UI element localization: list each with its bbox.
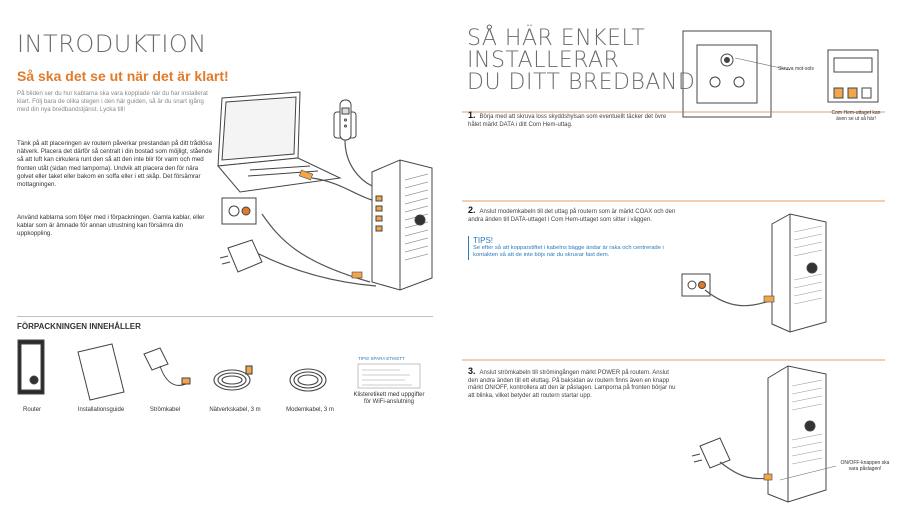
install-title-line2: INSTALLERAR bbox=[467, 48, 620, 73]
item-guide-label: Installationsguide bbox=[77, 407, 125, 413]
router-step3-icon bbox=[768, 366, 826, 502]
wall-outlet-icon bbox=[222, 198, 256, 224]
router-step2-icon bbox=[772, 214, 826, 332]
label-skruva: Skruva mot-sols bbox=[778, 66, 814, 72]
booklet-icon bbox=[78, 344, 124, 400]
install-title bbox=[467, 28, 695, 94]
power-adapter-step3-icon bbox=[692, 438, 730, 468]
label-uttaget: Com Hem-uttaget kan även se ut så här! bbox=[831, 110, 881, 122]
step-3-number: 3. bbox=[468, 366, 476, 376]
step-1-text: Börja med att skruva loss skyddshylsan som eventuellt täcker det övre hålet märkt DATA i ditt Com Hem-uttag. bbox=[468, 114, 667, 128]
sticker-caption: Klisteretikett med uppgifter för WiFi-anslutning bbox=[353, 392, 425, 405]
cables-text: Använd kablarna som följer med i förpackningen. Gamla kablar, eller kablar som är ämnade för annan utrustning kan försämra din uppkoppling. bbox=[17, 214, 205, 238]
install-title-line1: SÅ HÄR ENKELT bbox=[467, 26, 646, 51]
coax-cable-icon bbox=[290, 369, 326, 391]
label-onoff: ON/OFF-knappen ska vara påslagen! bbox=[840, 460, 890, 472]
tips-text: Se efter så att kopparstiftet i kabelns bägge ändar är raka och centrerade i kontakten så att de inte böjs när du skruvar fast dem. bbox=[473, 245, 664, 259]
step-2-number: 2. bbox=[468, 205, 476, 215]
step-2 bbox=[468, 207, 678, 224]
item-power-label: Strömkabel bbox=[149, 407, 181, 413]
alt-outlet-icon bbox=[828, 50, 878, 102]
install-title-line3: DU DITT BREDBAND bbox=[467, 70, 696, 95]
coax-wall-outlet-icon bbox=[683, 31, 790, 117]
tips-title: TIPS! bbox=[473, 236, 494, 245]
laptop-icon bbox=[218, 92, 340, 192]
power-cable-icon bbox=[144, 348, 190, 385]
sticker-heading: TIPS! SPARA ETIKETT bbox=[358, 356, 405, 361]
step-3-text: Anslut strömkabeln till strömingången märkt POWER på routern. Anslut den andra änden till ett eluttag. På baksidan av routern finns även en knapp märkt ON/OFF, kontrollera att den är påslagen. Lamporna på fronten börjar nu att blinka, vilket betyder att routern startar upp. bbox=[468, 370, 676, 399]
step-3 bbox=[468, 368, 678, 400]
page-title: INTRODUKTION bbox=[17, 30, 207, 58]
item-network-label: Nätverkskabel, 3 m bbox=[209, 407, 261, 413]
item-router-label: Router bbox=[22, 407, 41, 413]
sticker-icon bbox=[358, 364, 420, 388]
tips-box bbox=[468, 236, 683, 260]
phone-icon bbox=[334, 100, 356, 140]
step-2-text: Anslut modemkabeln till det uttag på routern som är märkt COAX och den andra änden till DATA-uttaget i Com Hem-uttaget som sitter i väggen. bbox=[468, 209, 676, 223]
router-item-icon bbox=[18, 340, 44, 394]
item-modem-label: Modemkabel, 3 m bbox=[286, 407, 334, 413]
placement-text: Tänk på att placeringen av routern påverkar prestandan på ditt trådlösa nätverk. Placera det därför så centralt i din bostad som möjligt, stående så att luft kan cirkulera runt den så att den inte blir för varm och med fronten utåt (sidan med lamporna). Undvik att placera den för nära golvet eller taket eller bakom en soffa eller i ett skåp. Det försämrar mottagningen. bbox=[17, 140, 213, 189]
network-cable-icon bbox=[214, 366, 252, 390]
router-icon bbox=[372, 160, 432, 290]
intro-text: På bilden ser du hur kablarna ska vara kopplade när du har installerat klart. Följ bara de olika stegen i den här guiden, så är du snart igång med din nya bredbandstjänst. Lycka till! bbox=[17, 90, 208, 114]
step-1 bbox=[468, 112, 678, 129]
package-divider bbox=[17, 316, 433, 317]
wall-outlet-step2-icon bbox=[682, 274, 710, 296]
step-1-number: 1. bbox=[468, 110, 476, 120]
power-adapter-icon bbox=[220, 240, 262, 272]
page-subtitle: Så ska det se ut när det är klart! bbox=[17, 68, 229, 84]
package-title: FÖRPACKNINGEN INNEHÅLLER bbox=[17, 322, 141, 331]
